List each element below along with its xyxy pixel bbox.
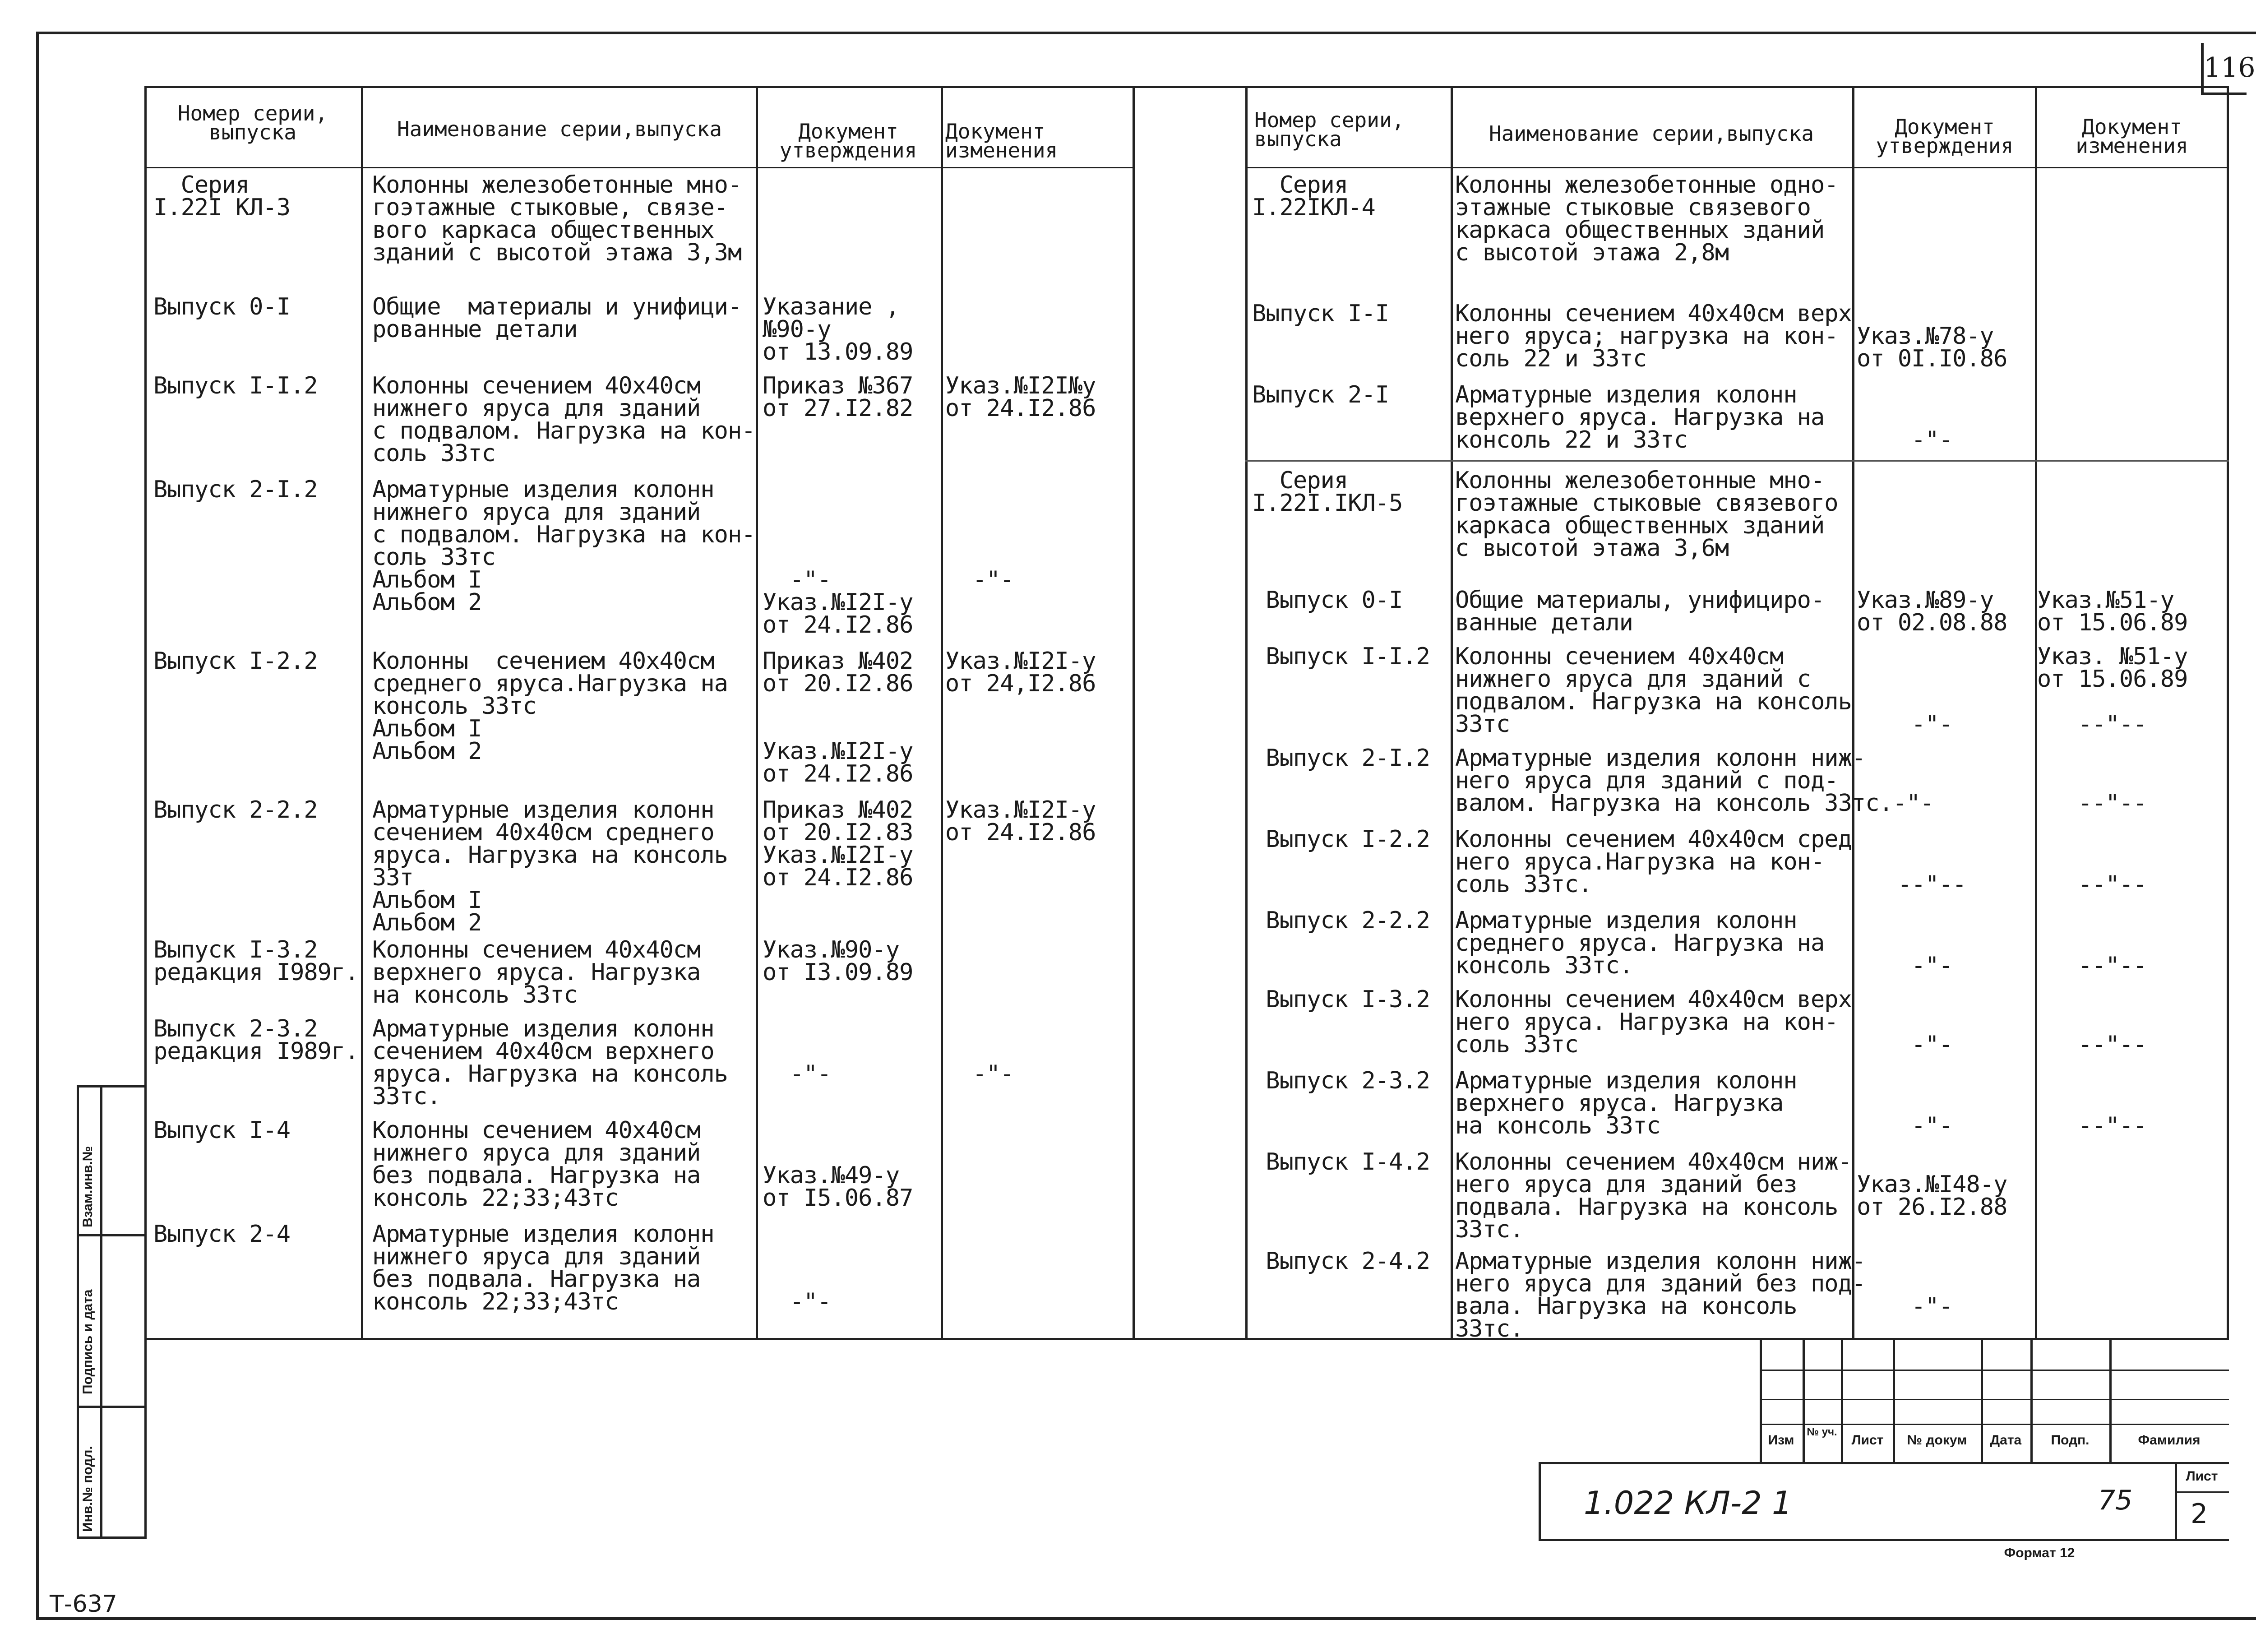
right-row-approve: -"- (1911, 1293, 1953, 1320)
right-row-name: Колонны сечением 40х40см сред него яруса.Нагрузка на кон- соль 33тс. (1455, 826, 1852, 898)
right-row-name: Колонны железобетонные мно- гоэтажные стыковые связевого каркаса общественных зданий с высотой этажа 3,6м (1455, 467, 1838, 562)
left-row-num: Выпуск I-2.2 (153, 648, 318, 675)
right-row-approve: -"- (1911, 711, 1953, 738)
right-row-change: Указ. №51-у от 15.06.89 --"-- (2037, 643, 2188, 738)
left-row-change: Указ.№I2I-у от 24.I2.86 (945, 796, 1096, 846)
right-row-num: Выпуск I-I.2 (1252, 643, 1430, 670)
right-row-approve: Указ.№89-у от 02.08.88 (1857, 587, 2007, 636)
left-row-approve: -"- (790, 1288, 831, 1315)
left-row-approve: Указание , №90-у от 13.09.89 (763, 293, 913, 366)
header-right-name: Наименование серии,выпуска (1489, 121, 1814, 146)
right-row-num: Выпуск 2-2.2 (1252, 907, 1430, 934)
left-row-num: Выпуск 2-3.2 редакция I989г. (153, 1015, 359, 1065)
stamp-line (1803, 1338, 1805, 1462)
side-strip-line (77, 1536, 144, 1539)
page-corner-number: 116 (2201, 43, 2247, 95)
col-line (2227, 86, 2229, 1340)
col-line (1133, 86, 1135, 1340)
right-row-name: Арматурные изделия колонн верхнего яруса. Нагрузка на консоль 22 и 33тс (1455, 381, 1825, 453)
stamp-line (1760, 1399, 2229, 1400)
left-row-name: Арматурные изделия колонн нижнего яруса для зданий без подвала. Нагрузка на консоль 22;33;43тс (372, 1221, 714, 1315)
header-line-right (1245, 167, 2229, 168)
stamp-col-doc: № докум (1907, 1433, 1967, 1448)
header-line-left (144, 167, 1133, 168)
right-row-approve: -"- (1911, 426, 1953, 453)
side-strip-line (77, 1406, 144, 1408)
right-row-name: Арматурные изделия колонн среднего яруса. Нагрузка на консоль 33тс. (1455, 907, 1825, 979)
left-row-num: Выпуск 0-I (153, 293, 291, 320)
right-row-num: Выпуск 2-4.2 (1252, 1248, 1430, 1275)
right-row-name: Общие материалы, унифициро- ванные детали (1455, 587, 1825, 636)
stamp-col-sign: Подп. (2051, 1433, 2090, 1448)
header-left-name: Наименование серии,выпуска (397, 117, 722, 141)
side-label-sign: Подпись и дата (80, 1289, 95, 1394)
right-row-num: Выпуск 2-I.2 (1252, 745, 1430, 772)
left-row-approve: Указ.№90-у от I3.09.89 (763, 936, 913, 986)
left-row-change: -"- (972, 1060, 1014, 1087)
left-row-name: Колонны сечением 40х40см нижнего яруса для зданий с подвалом. Нагрузка на кон- соль 33тс (372, 372, 755, 467)
drawing-frame (36, 32, 2256, 1620)
right-row-name: Арматурные изделия колонн верхнего яруса. Нагрузка на консоль 33тс (1455, 1067, 1797, 1139)
stamp-line (1760, 1338, 2229, 1340)
left-row-approve: -"- (790, 1060, 831, 1087)
table-top-line (144, 86, 2229, 88)
right-row-num: Выпуск I-3.2 (1252, 986, 1430, 1013)
right-row-approve: Указ.№I48-у от 26.I2.88 (1857, 1171, 2007, 1221)
left-row-num: Серия I.22I КЛ-3 (153, 171, 291, 221)
right-row-approve: -"- (1911, 952, 1953, 979)
col-line (941, 86, 943, 1340)
left-row-name: Арматурные изделия колонн сечением 40х40см среднего яруса. Нагрузка на консоль 33т Альбом I Альбом 2 (372, 796, 728, 936)
right-row-num: Выпуск 2-3.2 (1252, 1067, 1430, 1094)
right-row-name: Колонны железобетонные одно- этажные стыковые связевого каркаса общественных зданий с высотой этажа 2,8м (1455, 171, 1838, 266)
right-row-approve: -"- (1911, 1112, 1953, 1139)
header-left-approve: Документ утверждения (779, 119, 917, 162)
left-row-approve: Приказ №367 от 27.I2.82 (763, 372, 913, 422)
left-row-name: Колонны сечением 40х40см нижнего яруса для зданий без подвала. Нагрузка на консоль 22;33;43тс (372, 1117, 701, 1212)
right-row-name: Арматурные изделия колонн ниж- него яруса для зданий без под- вала. Нагрузка на консоль 33тс. (1455, 1248, 1866, 1342)
left-row-change: Указ.№I2I-у от 24,I2.86 (945, 648, 1096, 697)
stamp-line (1760, 1424, 2229, 1425)
stamp-line (1539, 1539, 2229, 1541)
header-left-change: Документ изменения (945, 119, 1058, 162)
right-row-num: Серия I.22I.IКЛ-5 (1252, 467, 1403, 517)
right-row-num: Выпуск 2-I (1252, 381, 1389, 408)
table-left-line (144, 86, 147, 1539)
series-divider (1245, 460, 2229, 462)
right-row-num: Выпуск 0-I (1252, 587, 1403, 614)
header-right-change: Документ изменения (2076, 115, 2188, 158)
col-line (1245, 86, 1248, 1340)
right-row-approve: --"-- (1897, 871, 1966, 898)
stamp-line (2175, 1491, 2229, 1493)
right-row-change: --"-- (2078, 1112, 2147, 1139)
header-left-number: Номер серии, выпуска (177, 101, 328, 144)
stamp-page-number: 75 (2098, 1485, 2133, 1516)
right-row-name: Арматурные изделия колонн ниж- него яруса для зданий с под- валом. Нагрузка на консоль 33тс.-"- (1455, 745, 1934, 817)
left-row-approve: Приказ №402 от 20.I2.86 Указ.№I2I-у от 24.I2.86 (763, 648, 913, 787)
right-row-approve: -"- (1911, 1031, 1953, 1058)
right-row-num: Выпуск I-I (1252, 300, 1389, 327)
right-row-num: Выпуск I-4.2 (1252, 1148, 1430, 1175)
stamp-sheet-label: Лист (2186, 1469, 2218, 1484)
stamp-code: 1.022 КЛ-2 1 (1584, 1485, 1792, 1522)
left-row-name: Колонны железобетонные мно- гоэтажные стыковые, связе- вого каркаса общественных зданий с высотой этажа 3,3м (372, 171, 742, 266)
right-row-change: --"-- (2078, 1031, 2147, 1058)
header-right-number: Номер серии, выпуска (1254, 108, 1405, 151)
right-row-name: Колонны сечением 40х40см ниж- него яруса для зданий без подвала. Нагрузка на консоль 33тс. (1455, 1148, 1852, 1243)
bottom-left-code: Т-637 (50, 1591, 117, 1618)
left-row-num: Выпуск I-3.2 редакция I989г. (153, 936, 359, 986)
right-row-num: Серия I.22IКЛ-4 (1252, 171, 1375, 221)
stamp-col-date: Дата (1990, 1433, 2022, 1448)
side-label-replace: Взам.инв.№ (80, 1146, 95, 1227)
left-row-num: Выпуск 2-2.2 (153, 796, 318, 824)
format-label: Формат 12 (2004, 1546, 2075, 1560)
right-row-name: Колонны сечением 40х40см верх него яруса. Нагрузка на кон- соль 33тс (1455, 986, 1852, 1058)
right-row-num: Выпуск I-2.2 (1252, 826, 1430, 853)
stamp-line (1539, 1462, 2229, 1464)
left-row-change: Указ.№I2I№у от 24.I2.86 (945, 372, 1096, 422)
left-row-approve: -"- Указ.№I2I-у от 24.I2.86 (763, 566, 913, 639)
right-row-name: Колонны сечением 40х40см верх него яруса; нагрузка на кон- соль 22 и 33тс (1455, 300, 1852, 372)
left-row-change: -"- (972, 566, 1014, 593)
right-row-approve: Указ.№78-у от 0I.I0.86 (1857, 323, 2007, 372)
side-strip-line (100, 1085, 102, 1536)
left-row-name: Арматурные изделия колонн нижнего яруса для зданий с подвалом. Нагрузка на кон- соль 33тс Альбом I Альбом 2 (372, 476, 755, 616)
right-row-change: --"-- (2078, 952, 2147, 979)
left-row-approve: Приказ №402 от 20.I2.83 Указ.№I2I-у от 24.I2.86 (763, 796, 913, 891)
left-row-approve: Указ.№49-у от I5.06.87 (763, 1162, 913, 1212)
header-right-approve: Документ утверждения (1876, 115, 2014, 158)
right-row-change: Указ.№51-у от 15.06.89 (2037, 587, 2188, 636)
left-row-num: Выпуск 2-4 (153, 1221, 291, 1248)
left-row-name: Колонны сечением 40х40см среднего яруса.Нагрузка на консоль 33тс Альбом I Альбом 2 (372, 648, 728, 765)
left-row-name: Арматурные изделия колонн сечением 40х40см верхнего яруса. Нагрузка на консоль 33тс. (372, 1015, 728, 1110)
right-row-name: Колонны сечением 40х40см нижнего яруса для зданий с подвалом. Нагрузка на консоль 33тс (1455, 643, 1852, 738)
col-line (1852, 86, 1854, 1340)
col-line (1451, 86, 1453, 1340)
stamp-col-izm: Изм (1768, 1433, 1794, 1448)
left-row-num: Выпуск 2-I.2 (153, 476, 318, 503)
right-row-change: --"-- (2078, 871, 2147, 898)
col-line (756, 86, 758, 1340)
side-strip-line (77, 1085, 144, 1087)
side-strip-line (77, 1234, 144, 1236)
col-line (361, 86, 363, 1340)
left-row-name: Колонны сечением 40х40см верхнего яруса. Нагрузка на консоль 33тс (372, 936, 701, 1009)
left-row-num: Выпуск I-I.2 (153, 372, 318, 399)
stamp-line (1760, 1370, 2229, 1371)
left-row-name: Общие материалы и унифици- рованные детали (372, 293, 742, 343)
stamp-col-surname: Фамилия (2138, 1433, 2201, 1448)
stamp-sheet-value: 2 (2191, 1498, 2208, 1530)
right-row-change: --"-- (2078, 790, 2147, 817)
side-strip-line (77, 1085, 79, 1536)
stamp-col-list: Лист (1851, 1433, 1884, 1448)
stamp-col-uch: № уч. (1807, 1426, 1837, 1438)
left-row-num: Выпуск I-4 (153, 1117, 291, 1144)
side-label-inv: Инв.№ подл. (80, 1446, 95, 1532)
stamp-line (1539, 1462, 1541, 1541)
